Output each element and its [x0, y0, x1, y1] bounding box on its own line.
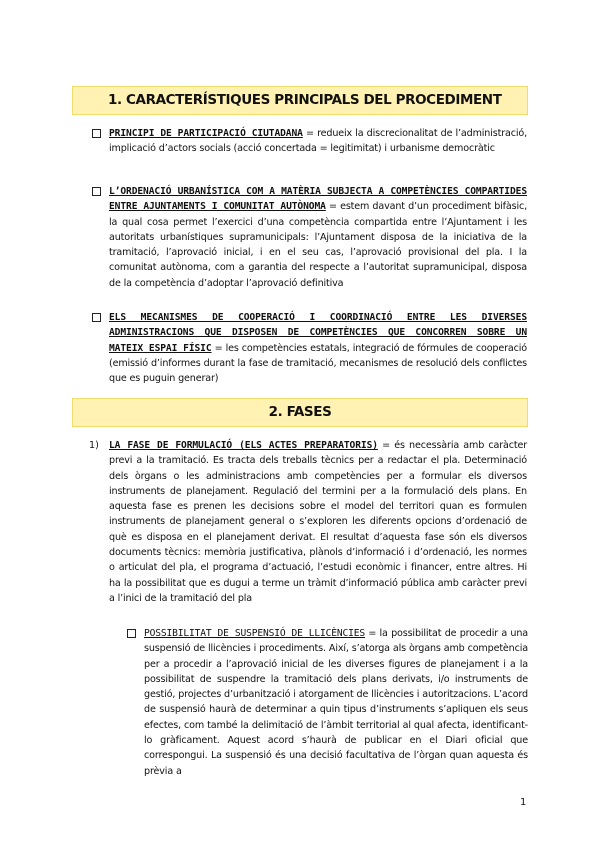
list-item: [92, 184, 527, 291]
list-item-text: [109, 310, 527, 386]
sub-item-text: [144, 626, 528, 779]
phase-item: [89, 438, 527, 606]
item-description: = estem davant d’un procediment bifàsic, la qual cosa permet l’exercici d’una competència compartida entre l’Ajuntament i les autoritats urbanístiques supramunicipals: l’Ajuntament disposa de la iniciativa de la tramitació, l’aprovació inicial, i en el seu cas, l’aprovació provisional del pla. I la comunitat autònoma, com a garantia del respecte a l’autoritat supramunicipal, disposa de la competència d’adoptar l’aprovació definitiva: [109, 201, 528, 289]
checkbox-bullet-icon: [127, 629, 136, 638]
phase-number: 1): [89, 440, 99, 451]
checkbox-bullet-icon: [92, 313, 101, 322]
page-number: 1: [520, 797, 527, 808]
section-2-heading: 2. FASES: [72, 398, 528, 427]
sub-list-item: [127, 626, 528, 779]
sub-item-term: POSSIBILITAT DE SUSPENSIÓ DE LLICÈNCIES: [144, 628, 366, 639]
phase-term: LA FASE DE FORMULACIÓ (ELS ACTES PREPARATORIS): [109, 440, 378, 451]
list-item-text: [109, 184, 527, 291]
item-term: PRINCIPI DE PARTICIPACIÓ CIUTADANA: [109, 128, 303, 139]
checkbox-bullet-icon: [92, 187, 101, 196]
list-item-text: [109, 126, 527, 157]
item-term: ELS MECANISMES DE COOPERACIÓ I COORDINACIÓ ENTRE LES DIVERSES ADMINISTRACIONS QUE DISPOSEN DE COMPETÈNCIES QUE CONCORREN SOBRE UN MATEIX ESPAI FÍSIC: [109, 312, 527, 354]
phase-description: = és necessària amb caràcter previ a la tramitació. Es tracta dels treballs tècnics per a redactar el pla. Determinació dels òrgans o les administracions amb competències per a formular els diversos instruments de planejament. Regulació del termini per a la formulació dels plans. En aquesta fase es prenen les decisions sobre el model del territori quan es formulen instruments de planejament general o s’exploren les diferents opcions d’ordenació de què es disposa en el planejament derivat. El resultat d’aquesta fase són els diversos documents tècnics: memòria justificativa, plànols d’informació i d’ordenació, les normes o articulat del pla, el programa d’actuació, l’estudi econòmic i financer, entre altres. Hi ha la possibilitat que es dugui a terme un tràmit d’informació pública amb caràcter previ a l’inici de la tramitació del pla: [109, 440, 528, 604]
item-description: = redueix la discrecionalitat de l’administració, implicació d’actors socials (acció concertada = legitimitat) i urbanisme democràtic: [109, 128, 527, 155]
item-term: L’ORDENACIÓ URBANÍSTICA COM A MATÈRIA SUBJECTA A COMPETÈNCIES COMPARTIDES ENTRE AJUNTAMENTS I COMUNITAT AUTÒNOMA: [109, 186, 527, 213]
list-item: [92, 126, 527, 157]
item-description: = les competències estatals, integració de fórmules de cooperació (emissió d’informes durant la fase de tramitació, mecanismes de resolució dels conflictes que es puguin generar): [109, 342, 528, 385]
phase-text: [109, 438, 527, 606]
sub-item-description: = la possibilitat de procedir a una suspensió de llicències i procediments. Així, s’atorga als òrgans amb competència per a procedir a l’aprovació inicial de les diverses figures de planejament i a la possibilitat de suspendre la tramitació dels plans derivats, i/o instruments de gestió, projectes d’urbanització i atorgament de llicències i autoritzacions. L’acord de suspensió haurà de determinar a quin tipus d’instruments s’apliquen els seus efectes, com també la delimitació de l’àmbit territorial al qual afecta, identificant-lo gràficament. Aquest acord s’haurà de publicar en el Diari oficial que correspongui. La suspensió és una decisió facultativa de l’òrgan quan aquesta és prèvia a: [144, 628, 528, 777]
list-item: [92, 310, 527, 386]
section-1-heading: 1. CARACTERÍSTIQUES PRINCIPALS DEL PROCEDIMENT: [72, 86, 528, 115]
checkbox-bullet-icon: [92, 129, 101, 138]
